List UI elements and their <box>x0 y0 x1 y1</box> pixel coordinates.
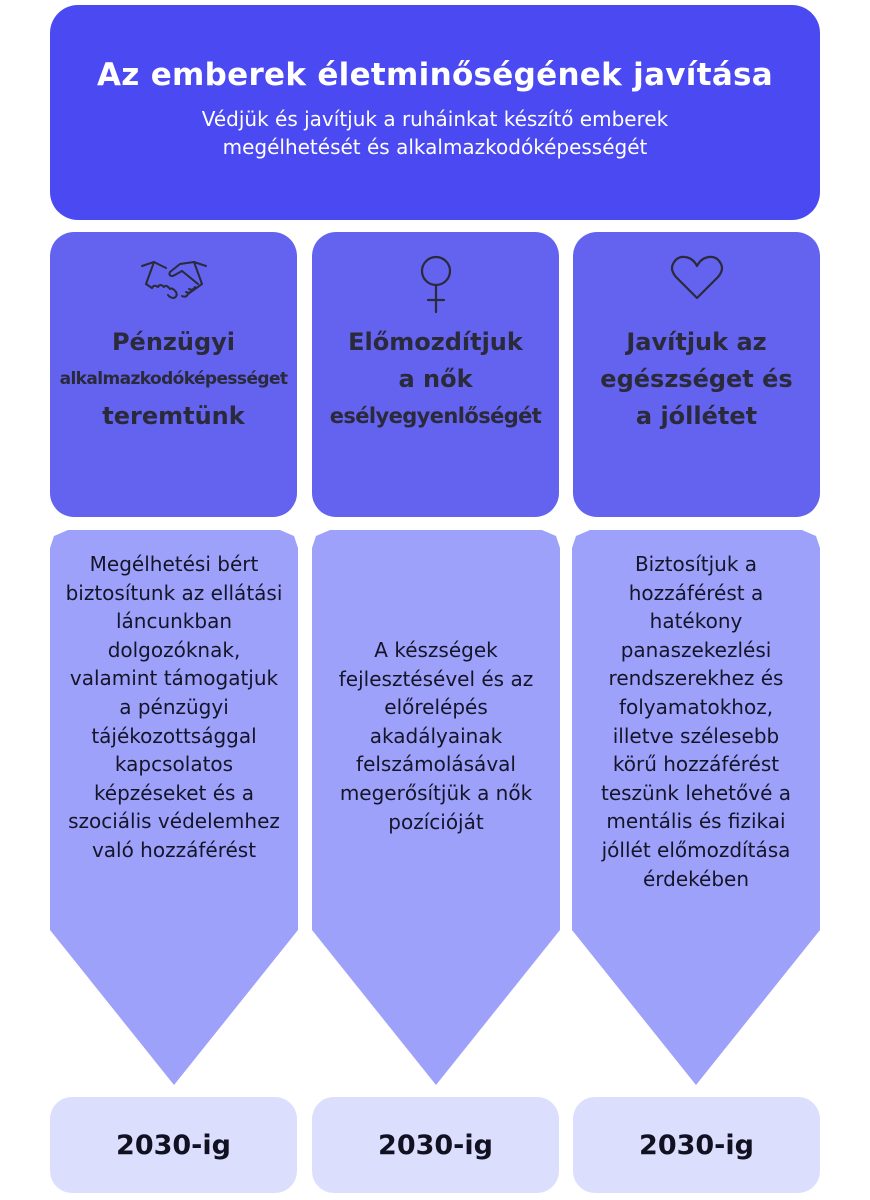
pillar-title-line: Előmozdítjuk <box>348 328 523 356</box>
pillar-description: Megélhetési bért biztosítunk az ellátási láncunkban dolgozóknak, valamint támogatjuk a pénzügyi tájékozottsággal kapcsolatos képzéseket és a szociális védelemhez való hozzáférést <box>65 552 283 862</box>
page-subtitle: Védjük és javítjuk a ruháinkat készítő emberek megélhetését és alkalmazkodóképességét <box>201 106 669 159</box>
pillar-health-wellbeing <box>573 232 820 517</box>
handshake-icon <box>50 254 297 316</box>
deadline-badge: 2030-ig <box>50 1097 297 1193</box>
pillar-title-line: a nők <box>398 365 473 393</box>
header-banner <box>50 5 820 220</box>
pillar-financial <box>50 232 297 517</box>
pillar-description: Biztosítjuk a hozzáférést a hatékony panaszekezlési rendszerekhez és folyamatokhoz, illetve szélesebb körű hozzáférést teszünk lehetővé a mentális és fizikai jóllét előmozdítása érdekében <box>600 552 792 891</box>
pillar-title-line: a jóllétet <box>635 402 758 430</box>
page-title: Az emberek életminőségének javítása <box>96 56 774 93</box>
pillar-title-line: egészséget és <box>600 365 793 393</box>
pillar-title-line: Javítjuk az <box>626 328 767 356</box>
pillar-description-arrow <box>50 530 298 1085</box>
pillar-description-arrow <box>572 530 820 1085</box>
pillar-title-line: alkalmazkodóképességet <box>59 369 288 389</box>
pillar-title-line: teremtünk <box>102 402 245 430</box>
heart-icon <box>573 254 820 316</box>
pillar-description: A készségek fejlesztésével és az előrelépés akadályainak felszámolásával megerősítjük a nők pozícióját <box>338 638 534 834</box>
pillar-title-line: Pénzügyi <box>111 328 236 356</box>
deadline-badge: 2030-ig <box>573 1097 820 1193</box>
pillar-description-arrow <box>312 530 560 1085</box>
pillar-women-equality <box>312 232 559 517</box>
female-symbol-icon <box>312 254 559 316</box>
deadline-badge: 2030-ig <box>312 1097 559 1193</box>
pillar-title-line: esélyegyenlőségét <box>329 404 542 428</box>
